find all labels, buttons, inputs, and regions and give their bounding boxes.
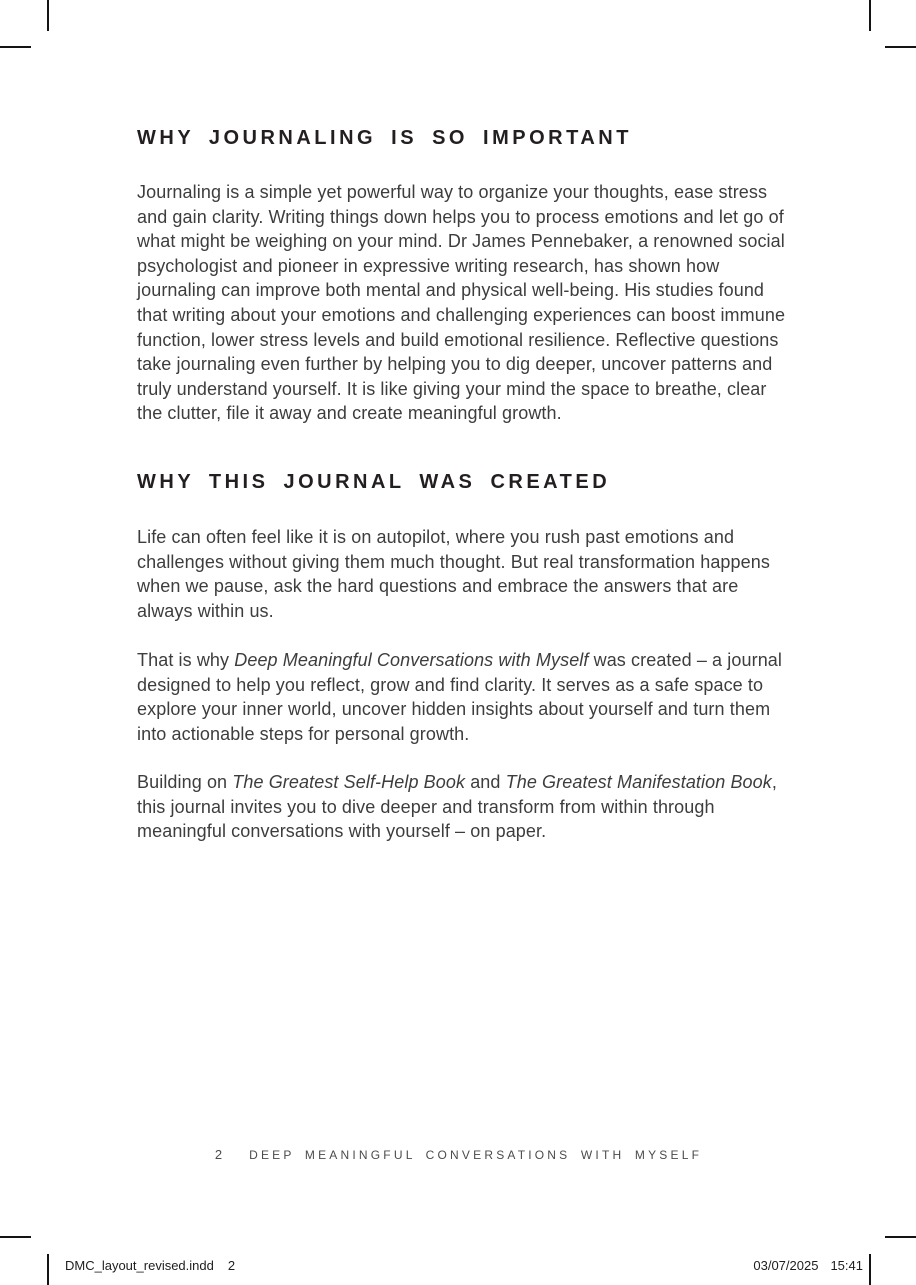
slug-time: 15:41 — [830, 1258, 863, 1273]
footer-page-number: 2 — [214, 1147, 224, 1162]
crop-mark-top-right-horizontal — [885, 46, 916, 48]
slug-date: 03/07/2025 — [753, 1258, 819, 1273]
footer-book-title: DEEP MEANINGFUL CONVERSATIONS WITH MYSELF — [249, 1148, 703, 1162]
crop-mark-bottom-right-horizontal — [885, 1236, 916, 1238]
crop-mark-top-right-vertical — [869, 0, 871, 31]
page-footer — [47, 1147, 870, 1162]
paragraph-journaling-benefits: Journaling is a simple yet powerful way to organize your thoughts, ease stress and gain clarity. Writing things down helps you to process emotions and let go of what might be weighing on your mind. Dr James Pennebaker, a renowned social psychologist and pioneer in expressive writing research, has shown how journaling can improve both mental and physical well-being. His studies found that writing about your emotions and challenging experiences can boost immune function, lower stress levels and build emotional resilience. Reflective questions take journaling even further by helping you to dig deeper, uncover patterns and truly understand yourself. It is like giving your mind the space to breathe, clear the clutter, file it away and create meaningful growth. — [137, 182, 786, 424]
paragraph-journal-purpose: That is why Deep Meaningful Conversations with Myself was created – a journal designed to help you reflect, grow and find clarity. It serves as a safe space to explore your inner world, uncover hidden insights about yourself and turn them into actionable steps for personal growth. — [137, 650, 783, 744]
slug-line — [0, 1258, 916, 1278]
paragraph-building-on: Building on The Greatest Self-Help Book and The Greatest Manifestation Book, this journal invites you to dive deeper and transform from within through meaningful conversations with yourself – on paper. — [137, 772, 777, 842]
crop-mark-top-left-horizontal — [0, 46, 31, 48]
paragraph-autopilot: Life can often feel like it is on autopilot, where you rush past emotions and challenges without giving them much thought. But real transformation happens when we pause, ask the hard questions and embrace the answers that are always within us. — [137, 527, 770, 621]
slug-filename: DMC_layout_revised.indd — [65, 1258, 214, 1273]
crop-mark-bottom-left-horizontal — [0, 1236, 31, 1238]
slug-page-number: 2 — [227, 1258, 236, 1273]
crop-mark-top-left-vertical — [47, 0, 49, 31]
section-heading-why-created: WHY THIS JOURNAL WAS CREATED — [137, 471, 611, 493]
section-heading-why-journaling: WHY JOURNALING IS SO IMPORTANT — [137, 127, 632, 149]
